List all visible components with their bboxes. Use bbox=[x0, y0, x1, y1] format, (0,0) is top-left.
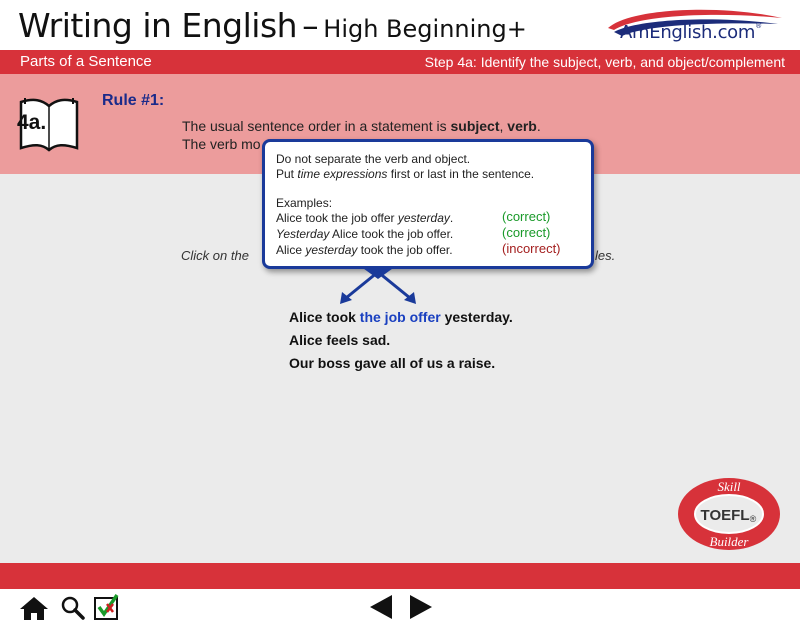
amenglish-logo[interactable] bbox=[600, 6, 790, 46]
instruction-text-start: Click on the bbox=[181, 248, 249, 263]
rule-line1-sep: , bbox=[499, 118, 508, 134]
popup-line2 bbox=[276, 167, 534, 181]
popup-example2 bbox=[276, 227, 453, 241]
rule-text-line1 bbox=[182, 118, 541, 134]
rule-badge-label: 4a. bbox=[17, 111, 47, 134]
popup-ex2-emphasis: Yesterday bbox=[276, 227, 330, 241]
instruction-text-end: les. bbox=[595, 248, 616, 263]
connector-arrows-icon bbox=[330, 268, 430, 310]
arrow-right-icon[interactable] bbox=[408, 593, 434, 621]
sentence-1-pre: Alice took bbox=[289, 309, 360, 325]
logo-registered-mark: ® bbox=[755, 22, 762, 30]
toefl-badge-reg: ® bbox=[749, 514, 757, 524]
toefl-badge-top: Skill bbox=[717, 479, 741, 494]
bottom-bar bbox=[0, 563, 800, 589]
title-dash: – bbox=[302, 6, 319, 45]
section-title: Parts of a Sentence bbox=[20, 53, 152, 70]
popup-ex2-post: Alice took the job offer. bbox=[329, 227, 454, 241]
popup-ex1-pre: Alice took the job offer bbox=[276, 211, 398, 225]
popup-example2-mark: (correct) bbox=[502, 225, 551, 240]
popup-example1 bbox=[276, 211, 453, 225]
sentence-3[interactable]: Our boss gave all of us a raise. bbox=[289, 355, 496, 371]
sentence-1-object[interactable]: the job offer bbox=[359, 309, 441, 325]
popup-ex1-emphasis: yesterday bbox=[397, 211, 450, 225]
home-icon[interactable] bbox=[18, 595, 50, 621]
popup-ex3-pre: Alice bbox=[276, 243, 306, 257]
popup-ex1-post: . bbox=[449, 211, 454, 225]
sentence-2[interactable]: Alice feels sad. bbox=[289, 332, 391, 348]
popup-line1: Do not separate the verb and object. bbox=[276, 152, 471, 166]
toefl-skill-builder-badge[interactable] bbox=[677, 477, 781, 551]
section-bar bbox=[0, 50, 800, 74]
rule-line1-pre: The usual sentence order in a statement is bbox=[182, 118, 451, 134]
magnifier-icon[interactable] bbox=[60, 595, 86, 621]
rule-word-verb: verb bbox=[507, 118, 537, 134]
popup-line2-emphasis: time expressions bbox=[297, 167, 388, 181]
popup-examples-label: Examples: bbox=[276, 196, 333, 210]
rule-word-subject: subject bbox=[450, 118, 500, 134]
popup-line2-post: first or last in the sentence. bbox=[387, 167, 535, 181]
title-level: High Beginning+ bbox=[323, 15, 527, 43]
checklist-icon[interactable] bbox=[93, 593, 121, 621]
arrow-left-icon[interactable] bbox=[368, 593, 394, 621]
toefl-badge-middle: TOEFL bbox=[700, 507, 750, 524]
toefl-badge-bottom: Builder bbox=[709, 534, 749, 549]
logo-wordmark: AmEnglish.com bbox=[620, 22, 756, 43]
step-title: Step 4a: Identify the subject, verb, and object/complement bbox=[424, 54, 785, 70]
page-title bbox=[18, 6, 527, 45]
rule-title: Rule #1: bbox=[102, 92, 165, 109]
app-header bbox=[0, 0, 800, 50]
sentence-1-post: yesterday. bbox=[440, 309, 513, 325]
popup-example1-mark: (correct) bbox=[502, 209, 551, 224]
popup-line2-pre: Put bbox=[276, 167, 298, 181]
rule-line1-post: . bbox=[536, 118, 541, 134]
tip-popup[interactable] bbox=[262, 139, 594, 269]
title-main: Writing in English bbox=[18, 6, 298, 45]
popup-ex3-post: took the job offer. bbox=[357, 243, 453, 257]
popup-example3-mark: (incorrect) bbox=[502, 241, 561, 256]
sentence-1[interactable] bbox=[289, 309, 513, 325]
footer-nav bbox=[0, 589, 800, 625]
popup-ex3-emphasis: yesterday bbox=[305, 243, 358, 257]
rule-text-line2: The verb mo bbox=[182, 136, 261, 152]
popup-example3 bbox=[276, 243, 453, 257]
logo-text bbox=[620, 22, 762, 43]
